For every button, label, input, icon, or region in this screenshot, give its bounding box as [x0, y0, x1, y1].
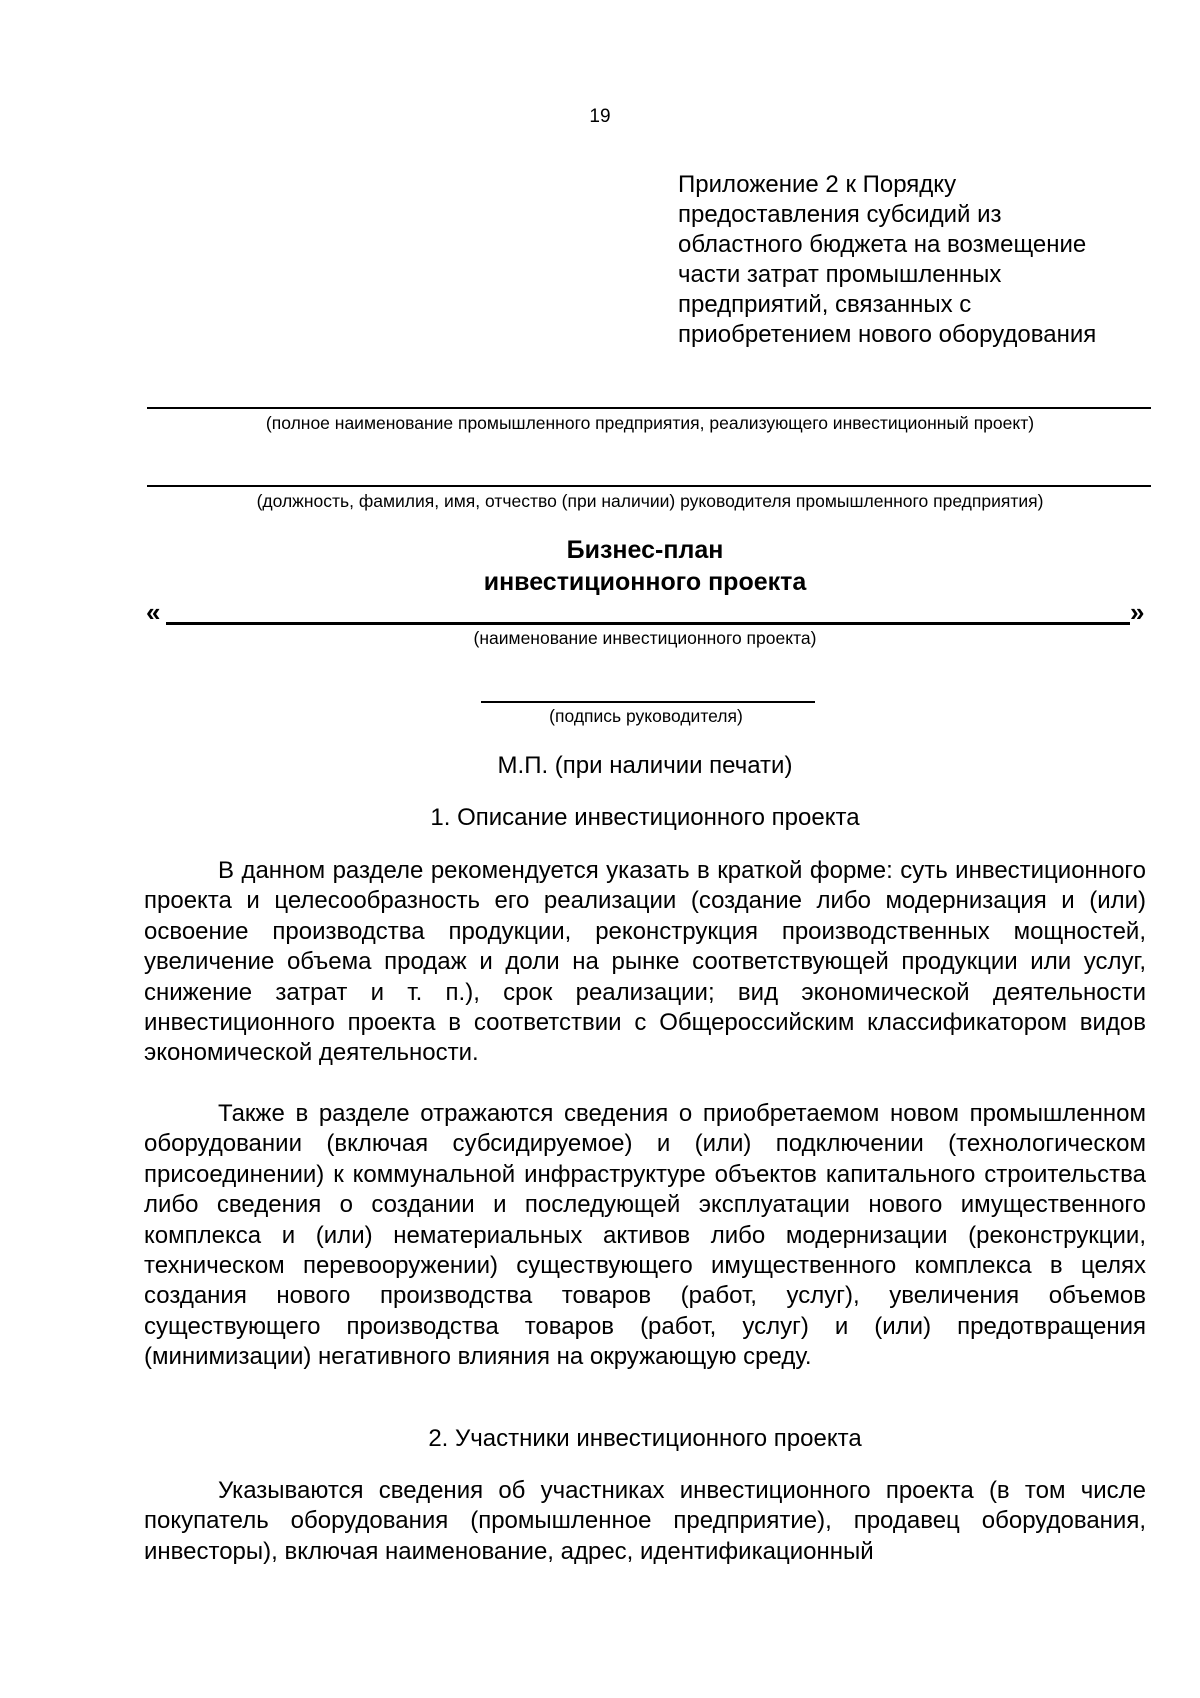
signature-line — [481, 701, 815, 703]
section-paragraph: Также в разделе отражаются сведения о приобретаемом новом промышленном оборудовании (включая субсидируемое) и (или) подключении (технологическом присоединении) к коммунальной инфраструктуре объектов капитального строительства либо сведения о создании и последующей эксплуатации нового имущественного комплекса и (или) нематериальных активов либо модернизации (реконструкции, техническом перевооружении) существующего имущественного комплекса в целях создания нового производства товаров (работ, услуг), увеличения объемов существующего производства товаров (работ, услуг) и (или) предотвращения (минимизации) негативного влияния на окружающую среду. — [144, 1100, 1146, 1371]
section-heading: 1. Описание инвестиционного проекта — [430, 804, 860, 831]
company-name-line — [147, 407, 1151, 409]
section-paragraph: Указываются сведения об участниках инвестиционного проекта (в том числе покупатель оборудования (промышленное предприятие), продавец оборудования, инвесторы), включая наименование, адрес, идентификационный — [144, 1477, 1146, 1565]
company-name-caption: (полное наименование промышленного предприятия, реализующего инвестиционный проект) — [265, 413, 1035, 433]
head-name-line — [147, 485, 1151, 487]
page-number: 19 — [589, 106, 611, 127]
open-quote: « — [146, 597, 161, 627]
appendix-reference — [678, 170, 1178, 350]
close-quote: » — [1130, 597, 1145, 627]
appendix-line: предоставления субсидий из — [678, 201, 1002, 228]
seal-note: М.П. (при наличии печати) — [497, 752, 793, 779]
appendix-line: областного бюджета на возмещение — [678, 231, 1087, 258]
appendix-line: части затрат промышленных — [678, 261, 1002, 288]
document-title: Бизнес-план — [566, 536, 724, 564]
appendix-line: предприятий, связанных с — [678, 291, 972, 318]
project-name-line — [166, 622, 1130, 625]
head-name-caption: (должность, фамилия, имя, отчество (при наличии) руководителя промышленного предприятия) — [256, 491, 1044, 511]
signature-caption: (подпись руководителя) — [549, 706, 743, 726]
document-subtitle: инвестиционного проекта — [483, 568, 807, 596]
appendix-line: приобретением нового оборудования — [678, 321, 1097, 348]
appendix-line: Приложение 2 к Порядку — [678, 171, 957, 198]
project-name-caption: (наименование инвестиционного проекта) — [473, 628, 817, 648]
section-paragraph: В данном разделе рекомендуется указать в краткой форме: суть инвестиционного проекта и целесообразность его реализации (создание либо модернизация и (или) освоение производства продукции, реконструкция производственных мощностей, увеличение объема продаж и доли на рынке соответствующей продукции или услуг, снижение затрат и т. п.), срок реализации; вид экономической деятельности инвестиционного проекта в соответствии с Общероссийским классификатором видов экономической деятельности. — [144, 857, 1146, 1067]
section-heading: 2. Участники инвестиционного проекта — [428, 1425, 862, 1452]
